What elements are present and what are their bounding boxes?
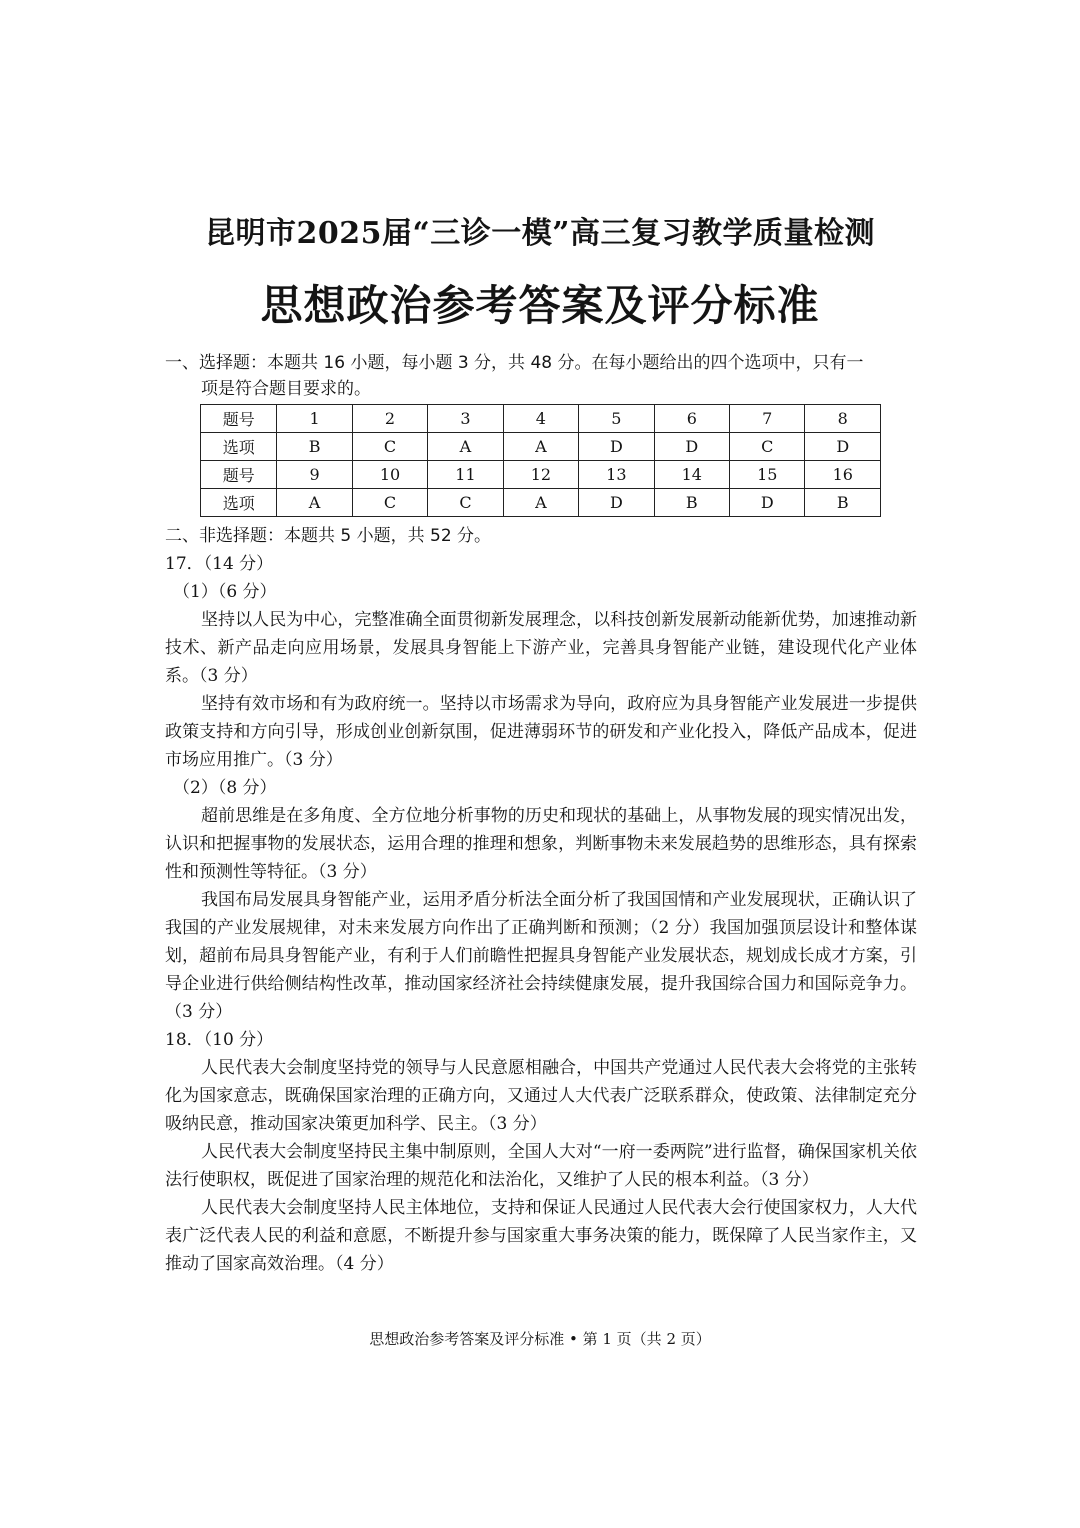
table-cell: 9: [277, 461, 352, 489]
page-footer: 思想政治参考答案及评分标准 • 第 1 页（共 2 页）: [369, 1330, 711, 1348]
question-18-paragraph: 人民代表大会制度坚持人民主体地位，支持和保证人民通过人民代表大会行使国家权力，人大代表广泛代表人民的利益和意愿，不断提升参与国家重大事务决策的能力，既保障了人民当家作主，又推动了国家高效治理。（4 分）: [165, 1198, 917, 1274]
table-cell: A: [503, 433, 578, 461]
table-cell: C: [730, 433, 805, 461]
exam-title: 昆明市2025届“三诊一模”高三复习教学质量检测: [204, 216, 875, 251]
answer-table: [200, 404, 881, 517]
table-cell: 6: [654, 405, 729, 433]
table-row: [201, 489, 881, 517]
section1-line1: 一、选择题：本题共 16 小题，每小题 3 分，共 48 分。在每小题给出的四个选项中，只有一: [165, 353, 864, 373]
question-18-paragraph: 人民代表大会制度坚持民主集中制原则，全国人大对“一府一委两院”进行监督，确保国家机关依法行使职权，既促进了国家治理的规范化和法治化，又维护了人民的根本利益。（3 分）: [165, 1142, 917, 1190]
question-18-label: 18．（10 分）: [165, 1030, 274, 1050]
table-cell: 13: [579, 461, 654, 489]
row-header-number: 题号: [201, 461, 277, 489]
table-cell: 14: [654, 461, 729, 489]
table-cell: D: [579, 433, 654, 461]
table-cell: A: [428, 433, 503, 461]
table-cell: 16: [805, 461, 881, 489]
table-cell: 4: [503, 405, 578, 433]
table-row: [201, 461, 881, 489]
table-cell: B: [277, 433, 352, 461]
table-cell: 3: [428, 405, 503, 433]
table-cell: C: [352, 433, 427, 461]
table-cell: 10: [352, 461, 427, 489]
table-cell: 2: [352, 405, 427, 433]
table-cell: B: [654, 489, 729, 517]
table-cell: 15: [730, 461, 805, 489]
row-header-number: 题号: [201, 405, 277, 433]
table-row: [201, 433, 881, 461]
section2-content: [165, 522, 917, 1278]
table-cell: D: [805, 433, 881, 461]
table-cell: C: [428, 489, 503, 517]
question-17-paragraph: 超前思维是在多角度、全方位地分析事物的历史和现状的基础上，从事物发展的现实情况出发，认识和把握事物的发展状态，运用合理的推理和想象，判断事物未来发展趋势的思维形态，具有探索性和预测性等特征。（3 分）: [165, 806, 917, 882]
question-17-part1-label: （1）（6 分）: [173, 582, 277, 602]
section1-line2: 项是符合题目要求的。: [201, 379, 371, 399]
table-cell: A: [503, 489, 578, 517]
table-cell: D: [579, 489, 654, 517]
question-17-paragraph: 我国布局发展具身智能产业，运用矛盾分析法全面分析了我国国情和产业发展现状，正确认识了我国的产业发展规律，对未来发展方向作出了正确判断和预测；（2 分）我国加强顶层设计和整体谋划，超前布局具身智能产业，有利于人们前瞻性把握具身智能产业发展状态，规划成长成才方案，引导企业进行供给侧结构性改革，推动国家经济社会持续健康发展，提升我国综合国力和国际竞争力。（3 分）: [165, 890, 917, 1022]
document-title: 思想政治参考答案及评分标准: [260, 281, 820, 330]
table-cell: 5: [579, 405, 654, 433]
section2-heading: 二、非选择题：本题共 5 小题，共 52 分。: [165, 526, 492, 546]
question-17-paragraph: 坚持有效市场和有为政府统一。坚持以市场需求为导向，政府应为具身智能产业发展进一步提供政策支持和方向引导，形成创业创新氛围，促进薄弱环节的研发和产业化投入，降低产品成本，促进市场应用推广。（3 分）: [165, 694, 917, 770]
question-17-part2-label: （2）（8 分）: [173, 778, 277, 798]
row-header-answer: 选项: [201, 489, 277, 517]
table-cell: B: [805, 489, 881, 517]
table-row: [201, 405, 881, 433]
table-cell: 11: [428, 461, 503, 489]
table-cell: 1: [277, 405, 352, 433]
table-cell: 7: [730, 405, 805, 433]
table-cell: D: [730, 489, 805, 517]
table-cell: D: [654, 433, 729, 461]
table-cell: C: [352, 489, 427, 517]
table-cell: 12: [503, 461, 578, 489]
row-header-answer: 选项: [201, 433, 277, 461]
question-17-label: 17．（14 分）: [165, 554, 274, 574]
table-cell: 8: [805, 405, 881, 433]
table-cell: A: [277, 489, 352, 517]
question-17-paragraph: 坚持以人民为中心，完整准确全面贯彻新发展理念，以科技创新发展新动能新优势，加速推动新技术、新产品走向应用场景，发展具身智能上下游产业，完善具身智能产业链，建设现代化产业体系。（3 分）: [165, 610, 917, 686]
question-18-paragraph: 人民代表大会制度坚持党的领导与人民意愿相融合，中国共产党通过人民代表大会将党的主张转化为国家意志，既确保国家治理的正确方向，又通过人大代表广泛联系群众，使政策、法律制定充分吸纳民意，推动国家决策更加科学、民主。（3 分）: [165, 1058, 917, 1134]
section1-instructions: [165, 350, 925, 402]
